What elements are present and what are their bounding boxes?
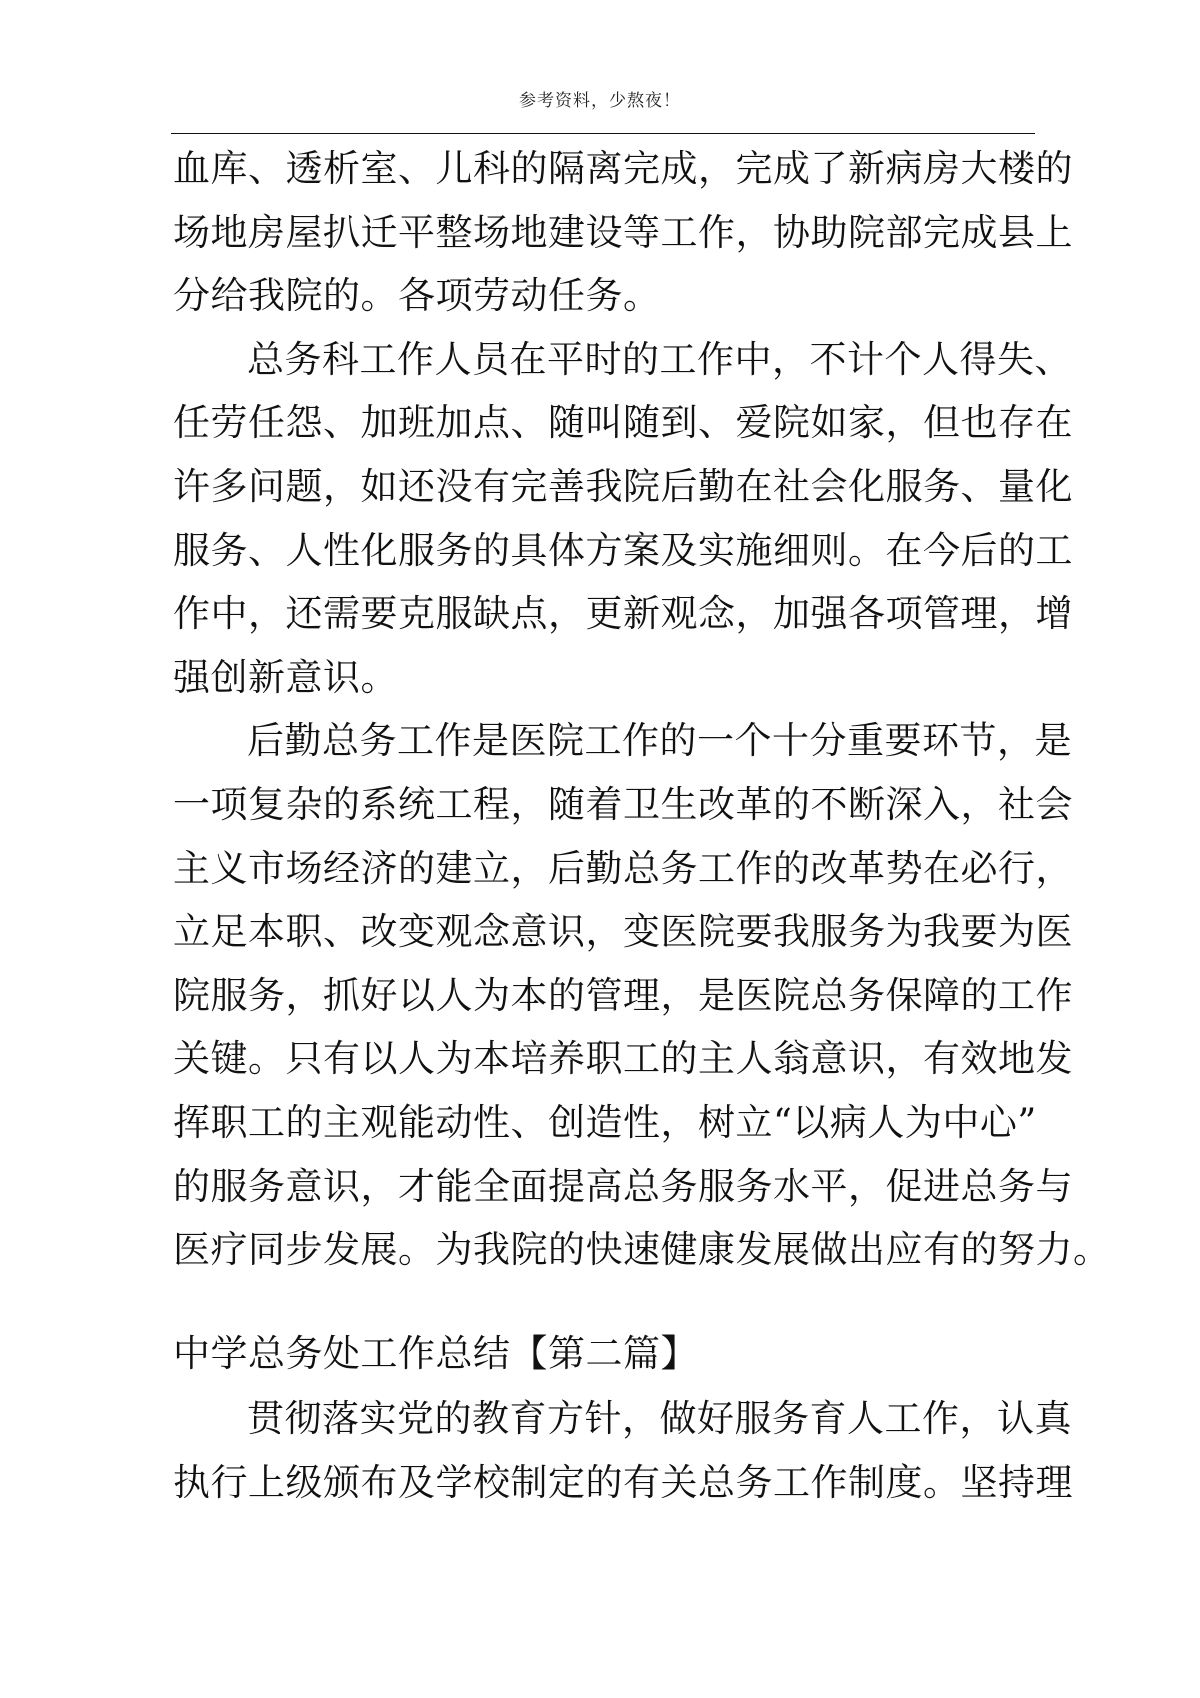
section-body: [173, 1387, 1073, 1514]
text-line: 院服务，抓好以人为本的管理，是医院总务保障的工作: [173, 973, 1073, 1017]
paragraph: [173, 1387, 1073, 1514]
text-line: 分给我院的。各项劳动任务。: [173, 274, 661, 318]
text-line: 强创新意识。: [173, 655, 398, 699]
paragraph: [173, 709, 1111, 1281]
text-line: 立足本职、改变观念意识，变医院要我服务为我要为医: [173, 910, 1073, 954]
text-line: 作中，还需要克服缺点，更新观念，加强各项管理，增: [173, 592, 1073, 636]
text-line: 贯彻落实党的教育方针，做好服务育人工作，认真: [247, 1397, 1072, 1440]
text-line: 任劳任怨、加班加点、随叫随到、爱院如家，但也存在: [173, 401, 1073, 445]
text-line: 一项复杂的系统工程，随着卫生改革的不断深入，社会: [173, 782, 1073, 826]
page-header: 参考资料，少熬夜！: [519, 91, 681, 111]
header-divider: [171, 133, 1035, 134]
paragraph: [173, 328, 1073, 710]
text-line: 场地房屋扒迁平整场地建设等工作，协助院部完成县上: [173, 210, 1073, 254]
paragraph: [173, 137, 1073, 328]
text-line: 服务、人性化服务的具体方案及实施细则。在今后的工: [173, 528, 1073, 572]
text-line: 后勤总务工作是医院工作的一个十分重要环节，是: [247, 719, 1072, 763]
text-line: 总务科工作人员在平时的工作中，不计个人得失、: [247, 337, 1072, 381]
text-line: 许多问题，如还没有完善我院后勤在社会化服务、量化: [173, 464, 1073, 508]
section-heading: 中学总务处工作总结【第二篇】: [173, 1332, 698, 1375]
text-line: 血库、透析室、儿科的隔离完成，完成了新病房大楼的: [173, 147, 1073, 190]
text-line: 执行上级颁布及学校制定的有关总务工作制度。坚持理: [173, 1460, 1073, 1504]
text-line: 主义市场经济的建立，后勤总务工作的改革势在必行，: [173, 846, 1073, 890]
text-line: 的服务意识，才能全面提高总务服务水平，促进总务与: [173, 1164, 1073, 1208]
document-body: [173, 137, 1111, 1282]
text-line: 医疗同步发展。为我院的快速健康发展做出应有的努力。: [173, 1228, 1111, 1272]
text-line: 挥职工的主观能动性、创造性，树立“以病人为中心”: [173, 1100, 1037, 1144]
text-line: 关键。只有以人为本培养职工的主人翁意识，有效地发: [173, 1037, 1073, 1081]
